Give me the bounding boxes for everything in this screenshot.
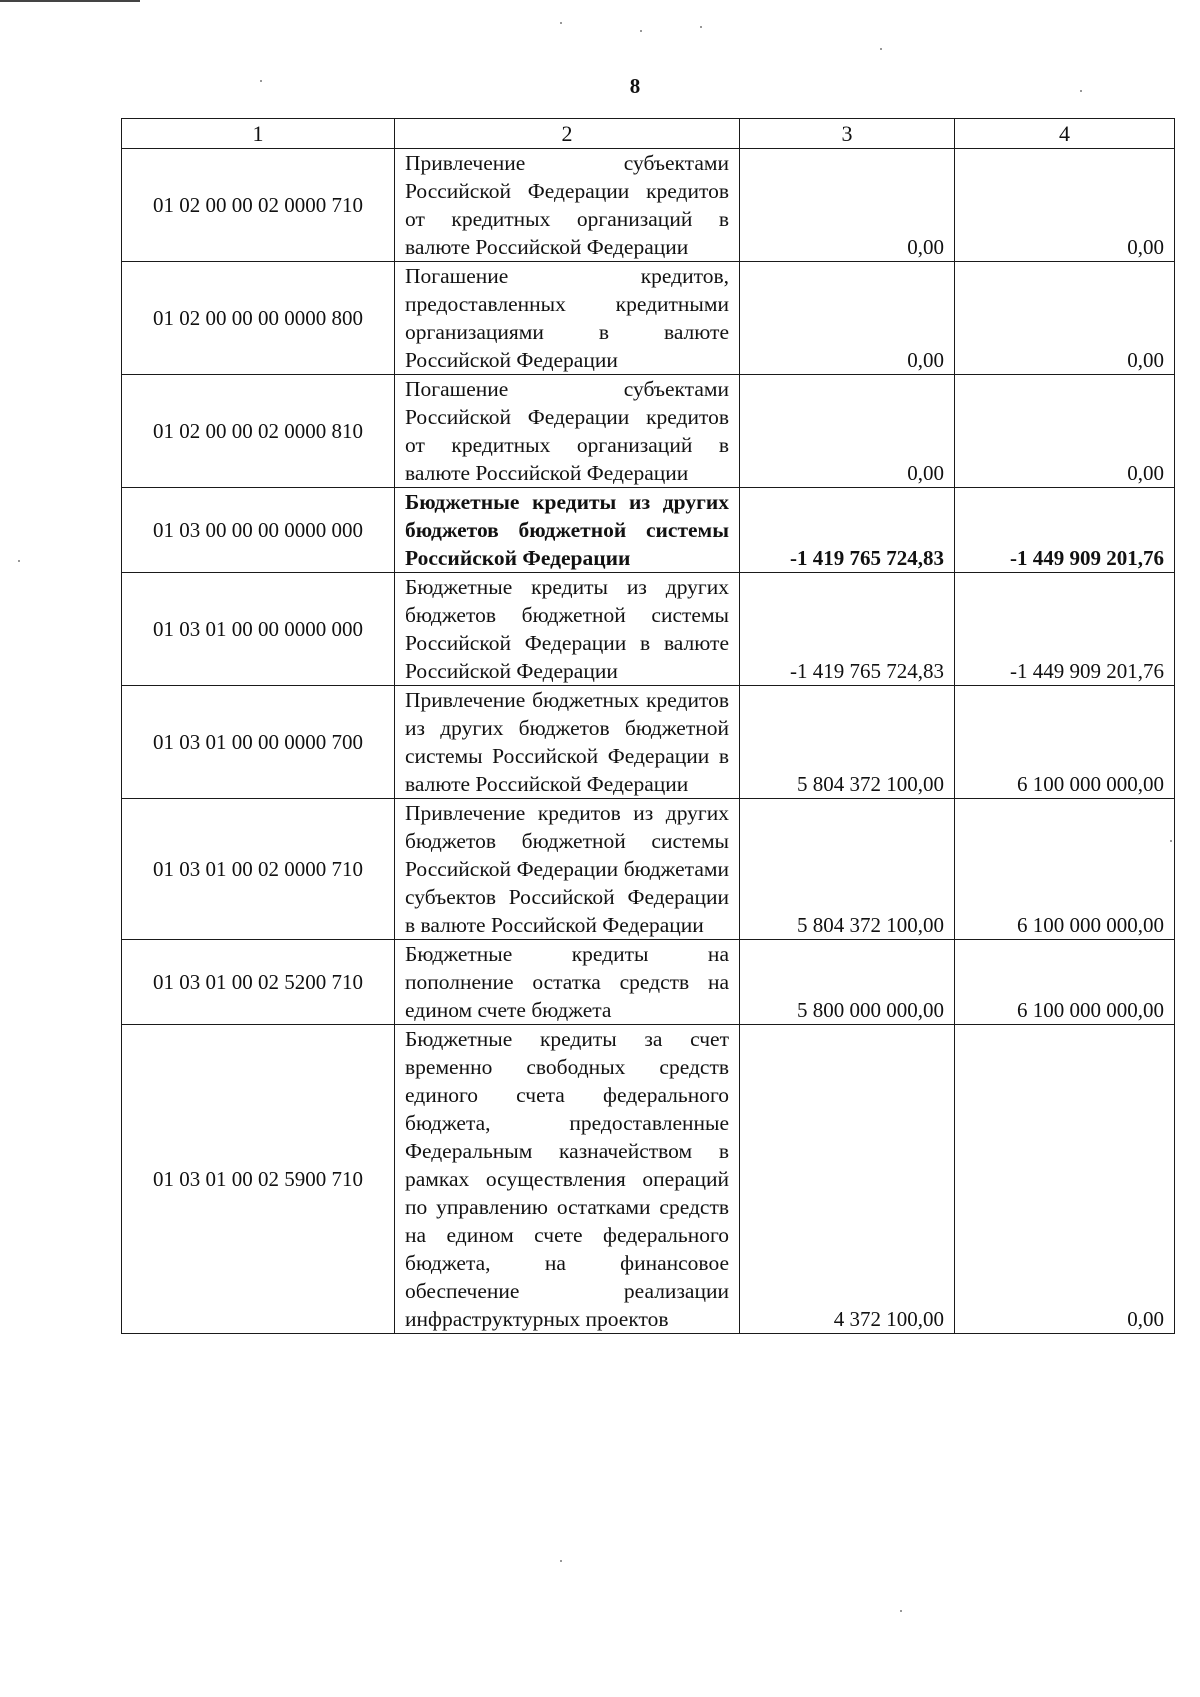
table-row	[122, 799, 1175, 940]
row-code: 01 03 00 00 00 0000 000	[122, 488, 395, 573]
row-name: Погашение субъектами Российской Федерации кредитов от кредитных организаций в валюте Российской Федерации	[395, 375, 740, 488]
row-value-col4: 0,00	[955, 375, 1175, 488]
scan-speck	[560, 1560, 562, 1562]
row-value-col4: 6 100 000 000,00	[955, 686, 1175, 799]
column-header-1: 1	[122, 119, 395, 149]
row-value-col3: 5 804 372 100,00	[740, 686, 955, 799]
row-code: 01 02 00 00 00 0000 800	[122, 262, 395, 375]
scan-speck	[560, 22, 562, 24]
row-name: Бюджетные кредиты из других бюджетов бюджетной системы Российской Федерации в валюте Российской Федерации	[395, 573, 740, 686]
row-value-col3: 5 800 000 000,00	[740, 940, 955, 1025]
table-row	[122, 262, 1175, 375]
table-row	[122, 940, 1175, 1025]
row-name: Бюджетные кредиты за счет временно свободных средств единого счета федерального бюджета, предоставленные Федеральным казначейством в рамках осуществления операций по управлению остатками средств на едином счете федерального бюджета, на финансовое обеспечение реализации инфраструктурных проектов	[395, 1025, 740, 1334]
scan-speck	[700, 26, 702, 28]
row-name: Привлечение кредитов из других бюджетов бюджетной системы Российской Федерации бюджетами субъектов Российской Федерации в валюте Российской Федерации	[395, 799, 740, 940]
row-code: 01 02 00 00 02 0000 810	[122, 375, 395, 488]
table-row	[122, 375, 1175, 488]
budget-sources-table	[121, 118, 1175, 1334]
row-value-col4: 0,00	[955, 1025, 1175, 1334]
row-value-col4: 6 100 000 000,00	[955, 940, 1175, 1025]
row-value-col4: 6 100 000 000,00	[955, 799, 1175, 940]
row-value-col4: 0,00	[955, 149, 1175, 262]
row-value-col3: -1 419 765 724,83	[740, 573, 955, 686]
row-name: Бюджетные кредиты на пополнение остатка средств на едином счете бюджета	[395, 940, 740, 1025]
scan-speck	[260, 80, 262, 82]
row-name: Бюджетные кредиты из других бюджетов бюджетной системы Российской Федерации	[395, 488, 740, 573]
row-name: Привлечение бюджетных кредитов из других бюджетов бюджетной системы Российской Федерации в валюте Российской Федерации	[395, 686, 740, 799]
scan-speck	[1170, 840, 1172, 842]
scan-edge-mark	[0, 0, 140, 2]
row-value-col3: -1 419 765 724,83	[740, 488, 955, 573]
row-code: 01 03 01 00 02 5900 710	[122, 1025, 395, 1334]
table-row	[122, 573, 1175, 686]
row-value-col4: 0,00	[955, 262, 1175, 375]
column-header-2: 2	[395, 119, 740, 149]
row-value-col3: 0,00	[740, 262, 955, 375]
row-code: 01 03 01 00 02 0000 710	[122, 799, 395, 940]
scan-speck	[640, 30, 642, 32]
row-code: 01 03 01 00 00 0000 700	[122, 686, 395, 799]
table-row-section-total	[122, 488, 1175, 573]
scan-speck	[880, 48, 882, 50]
row-name: Погашение кредитов, предоставленных кредитными организациями в валюте Российской Федерации	[395, 262, 740, 375]
row-value-col4: -1 449 909 201,76	[955, 488, 1175, 573]
row-value-col3: 0,00	[740, 375, 955, 488]
table-header-row	[122, 119, 1175, 149]
table-row	[122, 1025, 1175, 1334]
scan-speck	[1080, 90, 1082, 92]
row-value-col3: 0,00	[740, 149, 955, 262]
column-header-3: 3	[740, 119, 955, 149]
row-code: 01 03 01 00 00 0000 000	[122, 573, 395, 686]
column-header-4: 4	[955, 119, 1175, 149]
scan-speck	[18, 560, 20, 562]
scan-speck	[900, 1610, 902, 1612]
row-value-col3: 4 372 100,00	[740, 1025, 955, 1334]
table-row	[122, 149, 1175, 262]
row-value-col3: 5 804 372 100,00	[740, 799, 955, 940]
table-row	[122, 686, 1175, 799]
row-value-col4: -1 449 909 201,76	[955, 573, 1175, 686]
row-code: 01 03 01 00 02 5200 710	[122, 940, 395, 1025]
row-name: Привлечение субъектами Российской Федерации кредитов от кредитных организаций в валюте Российской Федерации	[395, 149, 740, 262]
page-number: 8	[629, 74, 641, 98]
row-code: 01 02 00 00 02 0000 710	[122, 149, 395, 262]
